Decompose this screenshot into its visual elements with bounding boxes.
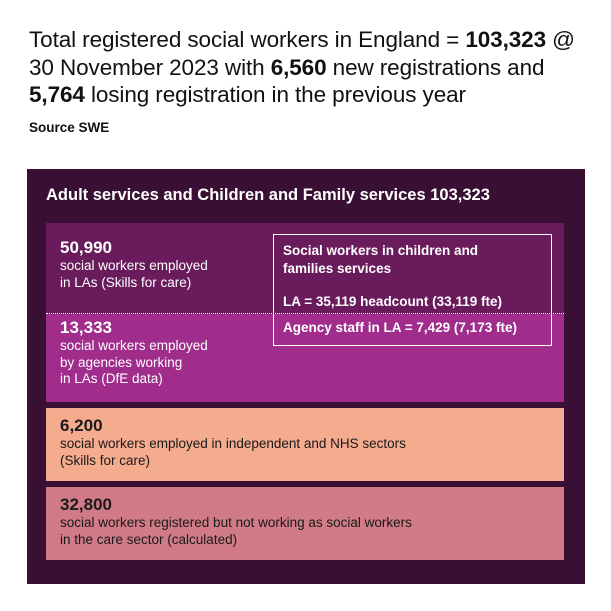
- independent-box: [46, 408, 564, 481]
- agency-value: 13,333: [60, 318, 112, 337]
- source-label: Source SWE: [29, 120, 110, 135]
- la-employed-value: 50,990: [60, 238, 112, 257]
- services-panel: [27, 169, 585, 584]
- independent-value: 6,200: [60, 416, 103, 435]
- services-panel-title: Adult services and Children and Family services 103,323: [46, 186, 490, 204]
- la-employed-description: social workers employed in LAs (Skills for care): [60, 258, 208, 290]
- children-families-box: [273, 234, 552, 346]
- headline-losing-registration: 5,764: [29, 82, 85, 107]
- headline-total: 103,323: [465, 27, 546, 52]
- children-families-title: Social workers in children and families services: [283, 243, 479, 276]
- independent-description: social workers employed in independent and NHS sectors (Skills for care): [60, 436, 406, 468]
- children-families-agency-line: Agency staff in LA = 7,429 (7,173 fte): [283, 320, 517, 335]
- headline-text-3: new registrations and: [326, 54, 545, 80]
- registered-not-working-value: 32,800: [60, 495, 112, 514]
- headline: [29, 26, 599, 109]
- registered-not-working-description: social workers registered but not working as social workers in the care sector (calculated): [60, 515, 412, 547]
- headline-new-registrations: 6,560: [270, 54, 327, 80]
- headline-text-4: losing registration in the previous year: [84, 82, 466, 107]
- headline-text-1: Total registered social workers in England =: [29, 27, 466, 52]
- headline-text-2: @ 30 November 2023 with: [29, 27, 575, 80]
- agency-description: social workers employed by agencies working in LAs (DfE data): [60, 338, 208, 386]
- children-families-la-line: LA = 35,119 headcount (33,119 fte): [283, 294, 502, 309]
- registered-not-working-box: [46, 487, 564, 560]
